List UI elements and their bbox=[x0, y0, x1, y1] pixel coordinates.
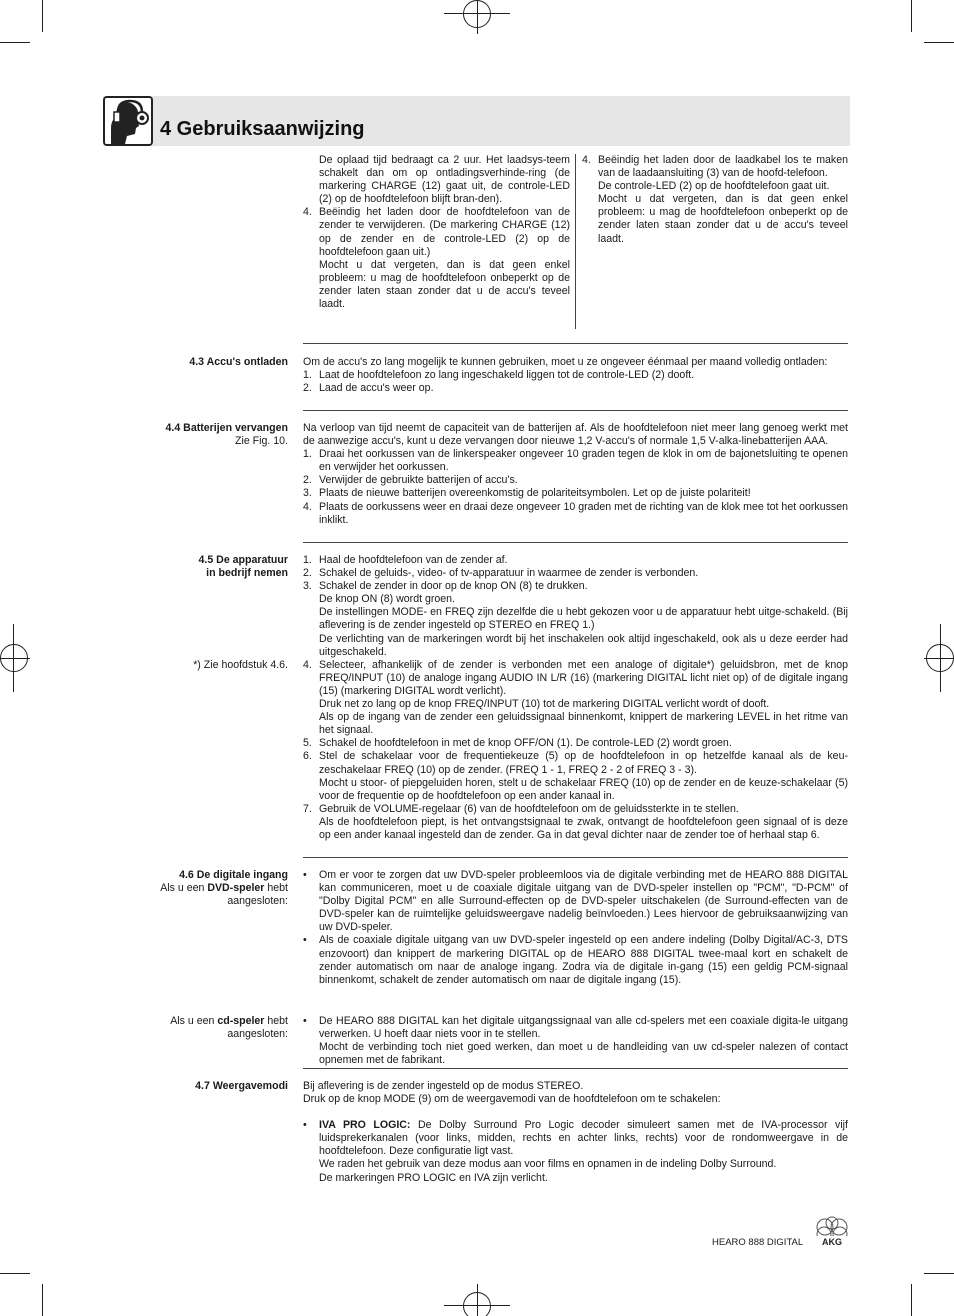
section-rule bbox=[303, 410, 848, 411]
crop-mark bbox=[0, 1273, 30, 1274]
item-text: Druk net zo lang op de knop FREQ/INPUT (10) tot de markering DIGITAL verlicht wordt of dooft. bbox=[319, 698, 770, 711]
item-text: We raden het gebruik van deze modus aan voor films en opnamen in de indeling Dolby Surround. bbox=[319, 1158, 777, 1171]
item-number: 2. bbox=[303, 474, 312, 487]
section-rule bbox=[303, 343, 848, 344]
label-bold: DVD-speler bbox=[207, 882, 265, 895]
item-number: 6. bbox=[303, 750, 312, 763]
item-text: Plaats de oorkussens weer en draai deze ongeveer 10 graden met de richting van de klok mee tot het oorkussen inklikt. bbox=[319, 500, 848, 526]
crop-mark bbox=[911, 0, 912, 32]
item-text: Haal de hoofdtelefoon van de zender af. bbox=[319, 554, 508, 566]
item-note: Mocht u dat vergeten, dan is dat geen enkel probleem: u mag de hoofdtelefoon onbeperkt op de zender laten staan zonder dat u de accu's teveel laadt. bbox=[319, 258, 570, 311]
item-text: De Dolby Surround Pro Logic decoder simuleert samen met de IVA-processor vijf luidsprekerkanalen (voor links, midden, rechts en achter links, rechts) voor de rondomweergave in de hoofdtelefoon. Deze configuratie ligt vast. bbox=[319, 1119, 848, 1158]
item-text: Schakel de hoofdtelefoon in met de knop OFF/ON (1). De controle-LED (2) wordt groen. bbox=[319, 737, 732, 750]
item-number: 7. bbox=[303, 802, 312, 815]
list-item bbox=[303, 567, 848, 580]
item-text: Beëindig het laden door de hoofdtelefoon van de zender te verwijderen. (De markering CHARGE (12) op de zender en de controle-LED (2) op de hoofdtelefoon gaan uit.) bbox=[319, 206, 570, 258]
section-label bbox=[100, 422, 288, 448]
mode-name: IVA PRO LOGIC: bbox=[319, 1119, 411, 1132]
item-number: 4. bbox=[582, 154, 591, 166]
section-body-4-7 bbox=[303, 1080, 848, 1185]
item-number: 4. bbox=[303, 658, 312, 671]
section-heading: in bedrijf nemen bbox=[206, 567, 288, 580]
column-divider bbox=[575, 154, 576, 329]
item-text: Draai het oorkussen van de linkerspeaker ongeveer 10 graden tegen de klok in om de bajonetsluiting te openen en verwijder het oorkussen. bbox=[319, 448, 848, 474]
label-text: hebt bbox=[264, 882, 288, 895]
section-label bbox=[100, 356, 288, 369]
footnote-label bbox=[100, 659, 288, 672]
list-item bbox=[303, 487, 848, 500]
section-rule bbox=[303, 857, 848, 858]
list-item bbox=[303, 659, 848, 738]
chapter-title: 4 Gebruiksaanwijzing bbox=[160, 118, 365, 140]
item-text: Laat de hoofdtelefoon zo lang ingeschakeld liggen tot de controle-LED (2) dooft. bbox=[319, 369, 695, 382]
item-text: De HEARO 888 DIGITAL kan het digitale uitgangssignaal van alle cd-spelers met een coaxiale digita-le uitgang verwerken. U hoeft daar niets voor in te stellen. bbox=[319, 1015, 848, 1041]
section-heading: 4.7 Weergavemodi bbox=[195, 1080, 288, 1092]
item-text: De markeringen PRO LOGIC en IVA zijn verlicht. bbox=[319, 1171, 548, 1184]
registration-line bbox=[477, 0, 478, 34]
label-text: Als u een bbox=[170, 1015, 218, 1027]
item-text: Schakel de geluids-, video- of tv-apparatuur in waarmee de zender is verbonden. bbox=[319, 567, 699, 580]
intro-paragraph: Na verloop van tijd neemt de capaciteit van de batterijen af. Als de hoofdtelefoon niet meer lang genoeg werkt met de aanwezige accu's, kunt u deze vervangen door nieuwe 1,2 V-accu's of normale 1,5 V-alka-linebatterijen AAA. bbox=[303, 422, 848, 448]
item-text: De instellingen MODE- en FREQ zijn dezelfde die u hebt gekozen voor u de apparatuur hebt uitge-schakeld. (Bij aflevering is de zender ingesteld op STEREO en FREQ 1.) bbox=[319, 606, 848, 632]
item-text: De knop ON (8) wordt groen. bbox=[319, 593, 456, 606]
item-text: Mocht u stoor- of piepgeluiden horen, stelt u de schakelaar FREQ (10) op de zender en de keuze-schakelaar (5) voor de frequentie op de hoofdtelefoon op een ander kanaal in. bbox=[319, 776, 848, 802]
crop-mark bbox=[42, 1284, 43, 1316]
akg-logo bbox=[814, 1216, 850, 1250]
item-text: De controle-LED (2) op de hoofdtelefoon gaat uit. bbox=[598, 180, 830, 193]
section-heading: 4.4 Batterijen vervangen bbox=[165, 422, 288, 434]
cd-label bbox=[100, 1015, 288, 1041]
item-text: Om er voor te zorgen dat uw DVD-speler probleemloos via de digitale verbinding met de HEARO 888 DIGITAL kan communiceren, moet u de coaxiale digitale uitgang van de DVD-speler instellen op "PCM", "D-PCM" of "Dolby Digital PCM" en alle Surround-effecten op de DVD-speler uitschakelen (de Surround-effecten van de DVD-speler kan de ruimtelijke geluidsweergave nadelig beïnvloeden.) Lees hiervoor de gebruiksaanwijzing van uw DVD-speler. bbox=[319, 869, 848, 934]
item-number: 4. bbox=[303, 500, 312, 513]
footnote-text: *) Zie hoofdstuk 4.6. bbox=[193, 659, 288, 671]
list-item bbox=[303, 448, 848, 474]
section-heading: 4.6 De digitale ingang bbox=[179, 869, 288, 881]
registration-line bbox=[477, 1284, 478, 1316]
bullet: • bbox=[303, 934, 307, 947]
item-text: Beëindig het laden door de laadkabel los te maken van de laadaansluiting (3) van de hoofd-telefoon. bbox=[598, 154, 848, 180]
footer-model: HEARO 888 DIGITAL bbox=[712, 1237, 804, 1248]
item-text: Als de coaxiale digitale uitgang van uw DVD-speler ingesteld op een andere indeling (Dolby Digital/AC-3, DTS enzovoort) dan knippert de markering DIGITAL op de HEARO 888 DIGITAL twee-maal kort en schakelt de zender automatisch om naar de analoge ingang. Zodra via de digitale in-gang (15) een geldig PCM-signaal binnenkomt, schakelt de zender automatisch om naar de digitale ingang (15). bbox=[319, 934, 848, 986]
bullet-item bbox=[303, 934, 848, 986]
list-item bbox=[303, 554, 848, 567]
intro-paragraph: Druk op de knop MODE (9) om de weergavemodi van de hoofdtelefoon om te schakelen: bbox=[303, 1093, 721, 1106]
section-body-4-5 bbox=[303, 554, 848, 842]
list-item bbox=[303, 206, 570, 311]
label-bold: cd-speler bbox=[217, 1015, 265, 1027]
list-item bbox=[303, 750, 848, 802]
label-text: Als u een bbox=[160, 882, 208, 895]
item-text: Als de hoofdtelefoon piept, is het ontvangstsignaal te zwak, ontvangt de hoofdtelefoon geen signaal of is deze op een ander kanaal ingesteld dan de zender. Ga in dat geval dichter naar de zender toe of herhaal stap 6. bbox=[319, 815, 848, 841]
dvd-label bbox=[100, 882, 288, 895]
bullet-item bbox=[303, 869, 848, 934]
section-label bbox=[100, 869, 288, 908]
bullet-item bbox=[303, 1119, 848, 1184]
item-text: Schakel de zender in door op de knop ON (8) te drukken. bbox=[319, 580, 588, 593]
charge-time-paragraph: De oplaad tijd bedraagt ca 2 uur. Het laadsys-teem schakelt dan om op ontladingsverhinde-ring (de markering CHARGE (12) gaat uit, de controle-LED (2) op de hoofdtelefoon blijft bran-den). bbox=[319, 154, 570, 206]
list-item bbox=[303, 369, 848, 382]
bullet-item bbox=[303, 1015, 848, 1067]
iva-paragraph bbox=[319, 1119, 848, 1158]
spacer bbox=[303, 1106, 848, 1119]
item-text: Als op de ingang van de zender een geluidssignaal binnenkomt, knippert de markering LEVEL in het ritme van het signaal. bbox=[319, 711, 848, 737]
item-text: Stel de schakelaar voor de frequentiekeuze (5) op de hoofdtelefoon in op hetzelfde kanaal als de keu-zeschakelaar FREQ (10) op de zender. (FREQ 1 - 1, FREQ 2 - 2 of FREQ 3 - 3). bbox=[319, 750, 848, 776]
item-number: 4. bbox=[303, 206, 312, 219]
crop-mark bbox=[0, 42, 30, 43]
item-text: Plaats de nieuwe batterijen overeenkomstig de polariteitsymbolen. Let op de juiste polariteit! bbox=[319, 487, 751, 500]
section-heading: 4.5 De apparatuur bbox=[198, 554, 288, 566]
item-number: 3. bbox=[303, 487, 312, 500]
label-text: aangesloten: bbox=[227, 895, 288, 908]
registration-line bbox=[444, 13, 510, 14]
section-heading: 4.3 Accu's ontladen bbox=[189, 356, 288, 368]
list-item bbox=[303, 474, 848, 487]
item-number: 1. bbox=[303, 554, 312, 566]
list-item bbox=[303, 382, 848, 395]
item-text: Laad de accu's weer op. bbox=[319, 382, 434, 395]
item-number: 1. bbox=[303, 369, 312, 382]
list-item bbox=[582, 154, 848, 246]
logo-text: AKG bbox=[822, 1237, 842, 1247]
crop-mark bbox=[911, 1284, 912, 1316]
section-body-4-6-cd bbox=[303, 1015, 848, 1067]
registration-line bbox=[924, 658, 954, 659]
top-left-column bbox=[303, 154, 570, 311]
section-label bbox=[100, 1080, 288, 1093]
crop-mark bbox=[42, 0, 43, 32]
figure-reference: Zie Fig. 10. bbox=[235, 435, 288, 448]
item-number: 3. bbox=[303, 580, 312, 593]
cd-label-line bbox=[100, 1015, 288, 1028]
crop-mark bbox=[924, 1273, 954, 1274]
item-text: Verwijder de gebruikte batterijen of accu's. bbox=[319, 474, 518, 487]
item-text: Selecteer, afhankelijk of de zender is verbonden met een analoge of digitale*) geluidsbron, met de knop FREQ/INPUT (10) de analoge ingang AUDIO IN L/R (16) (markering DIGITAL licht niet op) of de digitale ingang (15) (markering DIGITAL wordt verlicht). bbox=[319, 658, 848, 697]
bullet: • bbox=[303, 869, 307, 881]
section-rule bbox=[303, 1068, 848, 1069]
item-number: 2. bbox=[303, 382, 312, 395]
crop-mark bbox=[924, 42, 954, 43]
label-text: hebt bbox=[264, 1015, 288, 1027]
section-body-4-3 bbox=[303, 356, 848, 395]
bullet: • bbox=[303, 1015, 307, 1027]
headphones-listener-icon bbox=[103, 96, 153, 146]
item-number: 5. bbox=[303, 737, 312, 750]
list-item bbox=[303, 501, 848, 527]
section-rule bbox=[303, 542, 848, 543]
top-right-column bbox=[582, 154, 848, 246]
item-number: 1. bbox=[303, 448, 312, 461]
registration-line bbox=[444, 1305, 510, 1306]
list-item bbox=[303, 580, 848, 659]
bullet: • bbox=[303, 1119, 307, 1132]
list-item bbox=[303, 803, 848, 842]
item-text: Gebruik de VOLUME-regelaar (6) van de hoofdtelefoon om de geluidssterkte in te stellen. bbox=[319, 802, 739, 815]
section-label bbox=[100, 554, 288, 580]
item-note: Mocht u dat vergeten, dan is dat geen enkel probleem: u mag de hoofdtelefoon onbeperkt op de zender laten staan zonder dat u de accu's teveel laadt. bbox=[598, 193, 848, 245]
section-body-4-4 bbox=[303, 422, 848, 527]
item-text: Mocht de verbinding toch niet goed werken, dan moet u de handleiding van uw cd-speler nalezen of contact opnemen met de fabrikant. bbox=[319, 1041, 848, 1067]
item-text: De verlichting van de markeringen wordt bij het inschakelen ook altijd ingeschakeld, ook als u deze eerder had uitgeschakeld. bbox=[319, 632, 848, 658]
list-item bbox=[303, 737, 848, 750]
intro-paragraph: Bij aflevering is de zender ingesteld op de modus STEREO. bbox=[303, 1080, 584, 1092]
section-body-4-6 bbox=[303, 869, 848, 987]
registration-line bbox=[0, 658, 30, 659]
label-text: aangesloten: bbox=[227, 1028, 288, 1041]
intro-paragraph: Om de accu's zo lang mogelijk te kunnen gebruiken, moet u ze ongeveer éénmaal per maand volledig ontladen: bbox=[303, 356, 828, 368]
item-number: 2. bbox=[303, 567, 312, 580]
